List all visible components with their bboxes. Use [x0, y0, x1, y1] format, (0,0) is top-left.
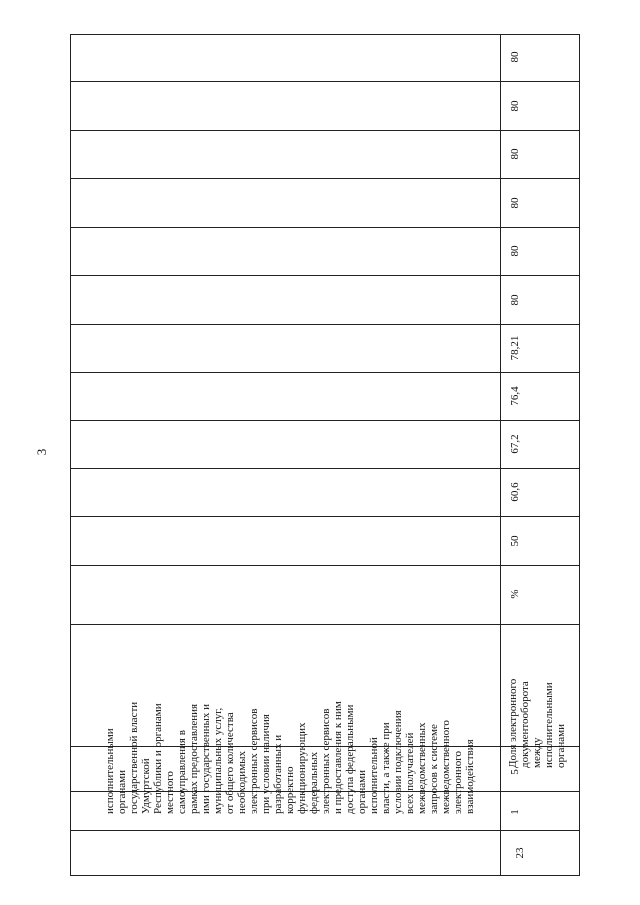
description-line: федеральных [308, 751, 320, 814]
col-sep [70, 624, 580, 625]
description-line: разработанных и [272, 734, 284, 814]
row-col3: 5 [509, 769, 521, 775]
description-line: межведомственного [440, 720, 452, 814]
indicator-description-continued [104, 638, 476, 814]
description-line: ими государственных и [200, 703, 212, 814]
col-sep [70, 420, 580, 421]
col-sep [70, 81, 580, 82]
description-line: доступа федеральными [344, 704, 356, 814]
description-line: исполнительной [368, 737, 380, 814]
col-sep [70, 565, 580, 566]
row-number: 23 [514, 847, 526, 859]
value-cell: 80 [509, 51, 521, 63]
col-sep [70, 516, 580, 517]
col-sep [70, 227, 580, 228]
description-line: Удмуртской [140, 758, 152, 814]
description-line: электронного [452, 750, 464, 814]
indicator-description-23 [507, 668, 567, 768]
description-line: самоуправления в [176, 730, 188, 814]
description-line: электронных сервисов [248, 708, 260, 814]
description-line: власти, а также при [380, 722, 392, 814]
col-sep [70, 830, 580, 831]
col-sep [70, 324, 580, 325]
description-line: документооборота [519, 681, 531, 768]
description-line: запросов к системе [428, 724, 440, 814]
description-line: муниципальных услуг, [212, 707, 224, 814]
description-line: исполнительными [543, 682, 555, 768]
page-number: 3 [34, 448, 49, 456]
description-line: электронных сервисов [320, 708, 332, 814]
value-cell: 76,4 [509, 386, 521, 406]
description-line: Доля электронного [507, 678, 519, 768]
value-cell: 80 [509, 294, 521, 306]
value-cell: 80 [509, 148, 521, 160]
description-line: рамках предоставления [188, 703, 200, 814]
row-separator [500, 34, 501, 876]
description-line: органами [356, 769, 368, 814]
unit-cell: % [509, 589, 521, 599]
value-cell: 67,2 [509, 434, 521, 454]
table-border-top [70, 34, 580, 35]
col-sep [70, 275, 580, 276]
description-line: и предоставления к ним [332, 701, 344, 814]
col-sep [70, 372, 580, 373]
description-line: при условии наличия [260, 714, 272, 814]
description-line: между [531, 737, 543, 768]
description-line: местного [164, 771, 176, 814]
description-line: всех получателей [404, 732, 416, 814]
value-cell: 80 [509, 100, 521, 112]
col-sep [70, 130, 580, 131]
description-line: взаимодействия [464, 739, 476, 814]
table-border-right [579, 34, 580, 876]
col-sep [70, 468, 580, 469]
description-line: государственной власти [128, 701, 140, 814]
row-col2: 1 [509, 809, 521, 815]
description-line: необходимых [236, 750, 248, 814]
table-border-left [70, 34, 71, 876]
col-sep [70, 178, 580, 179]
description-line: от общего количества [224, 712, 236, 814]
description-line: корректно [284, 766, 296, 814]
description-line: межведомственных [416, 722, 428, 814]
description-line: исполнительными [104, 728, 116, 814]
value-cell: 60,6 [509, 482, 521, 502]
description-line: органами [116, 769, 128, 814]
description-line: условии подключения [392, 710, 404, 814]
description-line: органами [555, 723, 567, 768]
table-border-bottom [70, 875, 580, 876]
value-cell: 78,21 [509, 335, 521, 361]
description-line: Республики и органами [152, 703, 164, 814]
description-line: функционирующих [296, 722, 308, 814]
value-cell: 80 [509, 245, 521, 257]
value-cell: 50 [509, 535, 521, 547]
value-cell: 80 [509, 197, 521, 209]
